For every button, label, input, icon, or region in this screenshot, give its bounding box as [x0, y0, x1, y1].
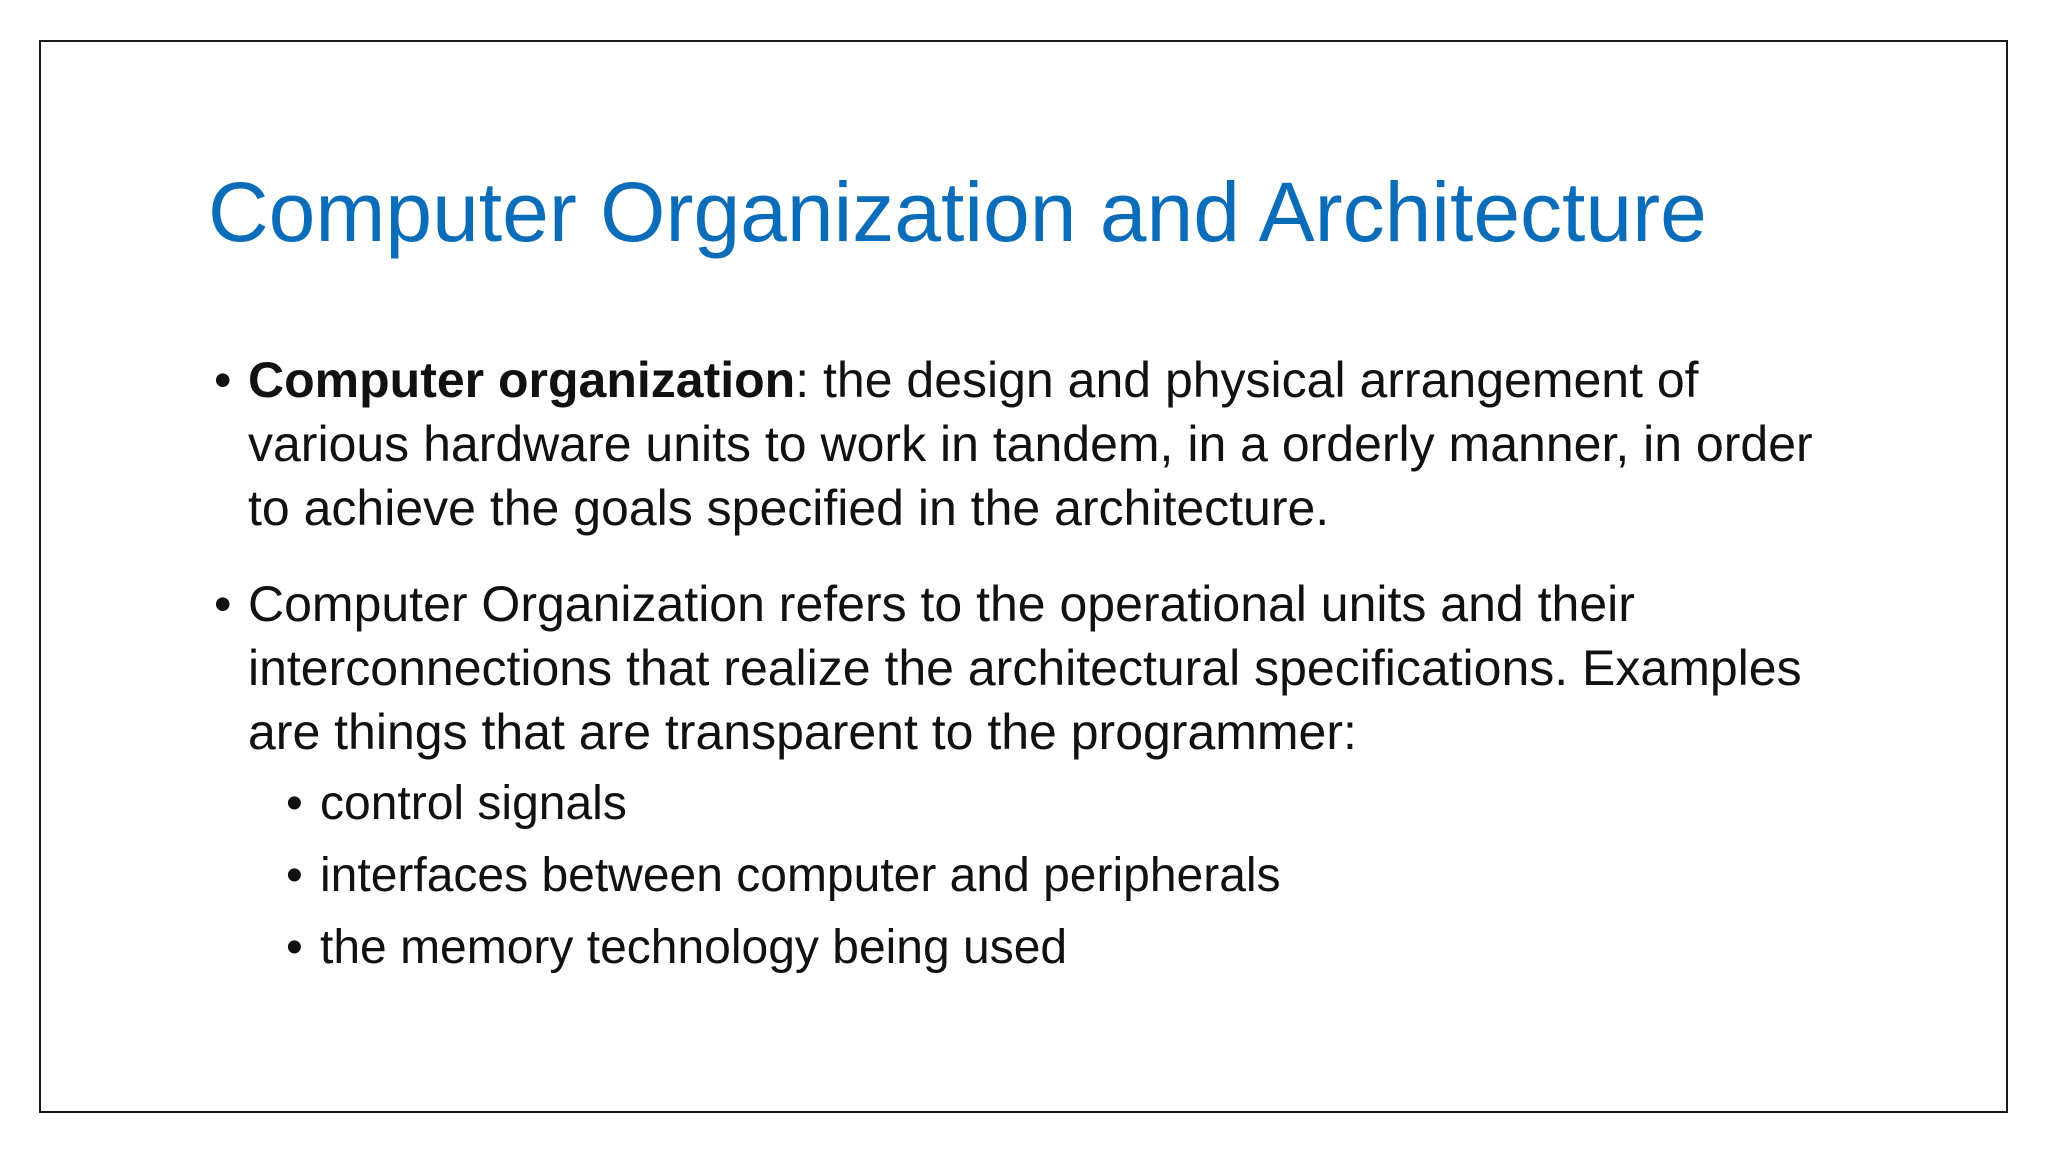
bullet-computer-organization-description [214, 572, 1864, 980]
sub-bullet-memory-technology: • the memory technology being used [286, 916, 1864, 980]
bullet-computer-organization-definition [214, 348, 1864, 540]
bullet-text: : the design and physical arrangement of various hardware units to work in tandem, in a orderly manner, in order to achieve the goals specified in the architecture. [248, 352, 1813, 536]
sub-bullet-interfaces: • interfaces between computer and peripherals [286, 844, 1864, 908]
bullet-term: Computer organization [248, 352, 796, 408]
slide-body [214, 348, 1864, 980]
sub-bullet-control-signals: • control signals [286, 772, 1864, 836]
slide-title: Computer Organization and Architecture [208, 165, 1707, 259]
sub-bullet-list [248, 772, 1864, 980]
bullet-text: Computer Organization refers to the operational units and their interconnections that realize the architectural specifications. Examples are things that are transparent to the programmer: [248, 576, 1802, 760]
